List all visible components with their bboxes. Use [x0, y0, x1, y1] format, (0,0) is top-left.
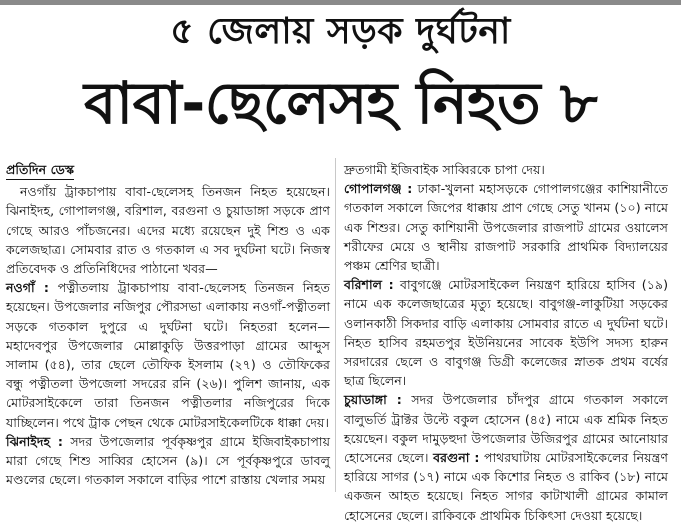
barishal-dateline: বরিশাল :	[344, 277, 394, 293]
intro-paragraph: নওগাঁয় ট্রাকচাপায় বাবা-ছেলেসহ তিনজন নিহত হয়েছেন। ঝিনাইদহ, গোপালগঞ্জ, বরিশাল, বরগুনা ও চুয়াডাঙ্গা সড়কে প্রাণ গেছে আরও পাঁচজনের। এদের মধ্যে রয়েছেন দুই শিশু ও এক কলেজছাত্র। সোমবার রাত ও গতকাল এ সব দুর্ঘটনা ঘটে। নিজস্ব প্রতিবেদক ও প্রতিনিধিদের পাঠানো খবর—	[6, 184, 330, 277]
top-rule	[0, 0, 681, 5]
jhenaidah-text: সদর উপজেলার পূর্বকৃষ্ণপুর গ্রামে ইজিবাইকচাপায় মারা গেছে শিশু সাব্বির হোসেন (৯)। সে পূর্বকৃষ্ণপুরে ডাবলু মণ্ডলের ছেলে। গতকাল সকালে বাড়ির পাশে রাস্তায় খেলার সময়	[6, 433, 330, 488]
chuadanga-text: সদর উপজেলার চাঁদপুর গ্রামে গতকাল সকালে বালুভর্তি ট্রাক্টর উল্টে বকুল হোসেন (৪৫) নামে এক শ্রমিক নিহত হয়েছেন। বকুল দামুড়হুদা উপজেলার উজিরপুর গ্রামের আনোয়ার হোসেনের ছেলে।	[344, 392, 668, 466]
jhenaidah-paragraph	[6, 432, 330, 490]
gopalganj-text: ঢাকা-খুলনা মহাসড়কে গোপালগঞ্জের কাশিয়ানীতে গতকাল সকালে জিপের ধাক্কায় প্রাণ গেছে সেতু খানম (১০) নামে এক শিশুর। সেতু কাশিয়ানী উপজেলার রাজপাট গ্রামের ওয়ালেস শরীফের মেয়ে ও স্থানীয় রাজপাট সরকারি প্রাথমিক বিদ্যালয়ের পঞ্চম শ্রেণির ছাত্রী।	[344, 181, 668, 274]
article-column-right	[344, 160, 668, 523]
barishal-paragraph	[344, 275, 668, 390]
naogaon-paragraph	[6, 278, 330, 432]
naogaon-text: পত্নীতলায় ট্রাকচাপায় বাবা-ছেলেসহ তিনজন নিহত হয়েছেন। উপজেলার নজিপুর পৌরসভা এলাকায় নওগাঁ-পত্নীতলা সড়কে গতকাল দুপুরে এ দুর্ঘটনা ঘটে। নিহতরা হলেন— মহাদেবপুর উপজেলার মোল্লাকুড়ি উত্তরপাড়া গ্রামের আব্দুস সালাম (৫৪), তার ছেলে তৌফিক ইসলাম (২৭) ও তৌফিকের বন্ধু পত্নীতলা উপজেলা সদরের রনি (২৬)। পুলিশ জানায়, এক মোটরসাইকেলে তারা তিনজন পত্নীতলার নজিপুরের দিকে যাচ্ছিলেন। পথে ট্রাক পেছন থেকে মোটরসাইকেলটিকে ধাক্কা দেয়।	[6, 280, 330, 430]
byline: প্রতিদিন ডেস্ক	[6, 160, 74, 180]
main-headline: বাবা-ছেলেসহ নিহত ৮	[84, 69, 597, 137]
barishal-text: বাবুগঞ্জে মোটরসাইকেল নিয়ন্ত্রণ হারিয়ে হাসিব (১৯) নামে এক কলেজছাত্রের মৃত্যু হয়েছে। বাবুগঞ্জ-লাকুটিয়া সড়কের ওলানকাঠী সিকদার বাড়ি এলাকায় সোমবার রাতে এ দুর্ঘটনা ঘটে। নিহত হাসিব রহমতপুর ইউনিয়নের সাবেক ইউপি সদস্য হারুন সরদারের ছেলে ও বাবুগঞ্জ ডিগ্রী কলেজের স্নাতক প্রথম বর্ষের ছাত্র ছিলেন।	[344, 277, 668, 389]
kicker-headline: ৫ জেলায় সড়ক দুর্ঘটনা	[170, 11, 511, 52]
gopalganj-paragraph	[344, 179, 668, 275]
jhenaidah-dateline: ঝিনাইদহ :	[6, 433, 63, 449]
continuation-paragraph: দ্রুতগামী ইজিবাইক সাব্বিরকে চাপা দেয়।	[344, 162, 545, 177]
barguna-dateline: বরগুনা :	[433, 450, 480, 466]
chuadanga-dateline: চুয়াডাঙ্গা :	[344, 392, 402, 408]
column-divider	[335, 158, 336, 492]
naogaon-dateline: নওগাঁ :	[6, 280, 49, 296]
barguna-text: পাথরঘাটায় মোটরসাইকেলের নিয়ন্ত্রণ হারিয়ে সাগর (১৭) নামে এক কিশোর নিহত ও রাকিব (১৮) নামে একজন আহত হয়েছে। নিহত সাগর কাটাখালী গ্রামের কামাল হোসেনের ছেলে। রাকিবকে প্রাথমিক চিকিৎসা দেওয়া হয়েছে।	[344, 450, 668, 523]
gopalganj-dateline: গোপালগঞ্জ :	[344, 181, 413, 197]
article-column-left	[6, 160, 330, 492]
chuadanga-paragraph	[344, 390, 668, 524]
